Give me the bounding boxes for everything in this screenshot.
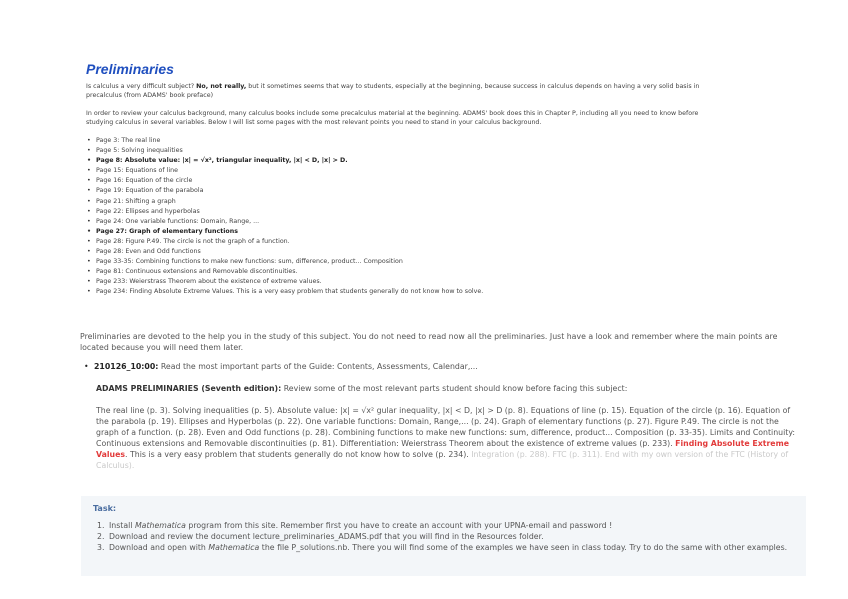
page-list-item: • Page 81: Continuous extensions and Removable discontinuities. — [96, 267, 616, 277]
page-title: Preliminaries — [86, 61, 174, 77]
page-list-item: • Page 233: Weierstrass Theorem about the existence of extreme values. — [96, 277, 616, 287]
task-number: 1. — [97, 521, 105, 530]
page-list-item: • Page 24: One variable functions: Domain, Range, ... — [96, 217, 616, 227]
adams-body — [96, 405, 796, 471]
page-list-item: • Page 21: Shifting a graph — [96, 197, 616, 207]
review-paragraph: In order to review your calculus background, many calculus books include some precalculus material at the beginning. ADAMS' book does this in Chapter P, including all you need to know before studying calculus in several variables. Below I will list some pages with the most relevant points you need to stand in your calculus background. — [86, 110, 699, 126]
adams-heading — [96, 383, 796, 394]
task-text: Download and open with — [109, 543, 209, 553]
task-app-name: Mathematica — [134, 521, 186, 530]
page-list-item: • Page 234: Finding Absolute Extreme Values. This is a very easy problem that students generally do not know how to solve. — [96, 287, 616, 297]
session-bullet — [84, 361, 784, 372]
intro-text-pre: Is calculus a very difficult subject? — [86, 83, 197, 90]
page-list-item: • Page 5: Solving inequalities — [96, 146, 616, 156]
task-text: Download and review the document lecture_preliminaries_ADAMS.pdf that you will find in the Resources folder. — [109, 532, 544, 542]
page-list-item: • Page 22: Ellipses and hyperbolas — [96, 207, 616, 217]
adams-highlight: Finding Absolute Extreme Values — [96, 439, 789, 459]
adams-body-after: . This is a very easy problem that students generally do not know how to solve (p. 234). — [125, 450, 472, 459]
session-text: Read the most important parts of the Guide: Contents, Assessments, Calendar,... — [158, 362, 478, 371]
task-text: the file P_solutions.nb. There you will find some of the examples we have seen in class today. Try to do the same with other examples. — [259, 543, 788, 553]
task-label: Task: — [93, 504, 117, 513]
page-list — [86, 136, 616, 298]
page-list-item: • Page 19: Equation of the parabola — [96, 186, 616, 196]
page-list-item: • Page 15: Equations of line — [96, 166, 616, 176]
task-app-name: Mathematica — [208, 543, 260, 553]
preliminaries-note: Preliminaries are devoted to the help you in the study of this subject. You do not need to read now all the preliminaries. Just have a look and remember where the main points are located because you will need them later. — [80, 332, 778, 352]
intro-paragraph — [86, 82, 726, 100]
task-item — [97, 542, 799, 553]
task-number: 3. — [97, 543, 105, 553]
task-item — [97, 520, 799, 531]
page-list-item: • Page 28: Figure P.49. The circle is not the graph of a function. — [96, 237, 616, 247]
page-list-item: • Page 33-35: Combining functions to make new functions: sum, difference, product... Composition — [96, 257, 616, 267]
intro-text-post: but it sometimes seems that way to students, especially at the beginning, because success in calculus depends on having a very solid basis in precalculus (from ADAMS' book preface) — [86, 83, 700, 99]
task-list — [97, 520, 799, 554]
adams-faint-text: Integration (p. 288). FTC (p. 311). End with my own version of the FTC (History of Calculus). — [96, 450, 789, 470]
page-list-item: • Page 28: Even and Odd functions — [96, 247, 616, 257]
task-number: 2. — [97, 532, 105, 542]
page-list-item: • Page 8: Absolute value: |x| = √x², triangular inequality, |x| < D, |x| > D. — [96, 156, 616, 166]
adams-heading-bold: ADAMS PRELIMINARIES (Seventh edition): — [96, 384, 282, 393]
session-date: 210126_10:00: — [94, 362, 159, 371]
bullet-dot: • — [84, 362, 89, 371]
task-item — [97, 531, 799, 542]
task-box — [81, 496, 806, 576]
intro-text-bold: No, not really, — [196, 83, 247, 90]
page-list-item: • Page 16: Equation of the circle — [96, 176, 616, 186]
page-list-item: • Page 27: Graph of elementary functions — [96, 227, 616, 237]
task-text: program from this site. Remember first you have to create an account with your UPNA-email and password ! — [185, 521, 613, 530]
task-text: Install — [109, 521, 135, 530]
page-list-item: • Page 3: The real line — [96, 136, 616, 146]
adams-heading-text: Review some of the most relevant parts student should know before facing this subject: — [281, 384, 628, 393]
adams-body-main: The real line (p. 3). Solving inequalities (p. 5). Absolute value: |x| = √x² gular inequality, |x| < D, |x| > D (p. 8). Equations of line (p. 15). Equation of the circle (p. 16). Equation of the parabola (p. 19). Ellipses and Hyperbolas (p. 22). One variable functions: Domain, Range,... (p. 24). Graph of elementary functions (p. 27). Figure P.49. The circle is not the graph of a function. (p. 28). Even and Odd functions (p. 28). Combining functions to make new functions: sum, difference, product... Composition (p. 33-35). Limits and Continuity: Continuous extensions and Removable discontinuities (p. 81). Differentiation: Weierstrass Theorem about the existence of extreme values (p. 233). — [96, 406, 796, 448]
